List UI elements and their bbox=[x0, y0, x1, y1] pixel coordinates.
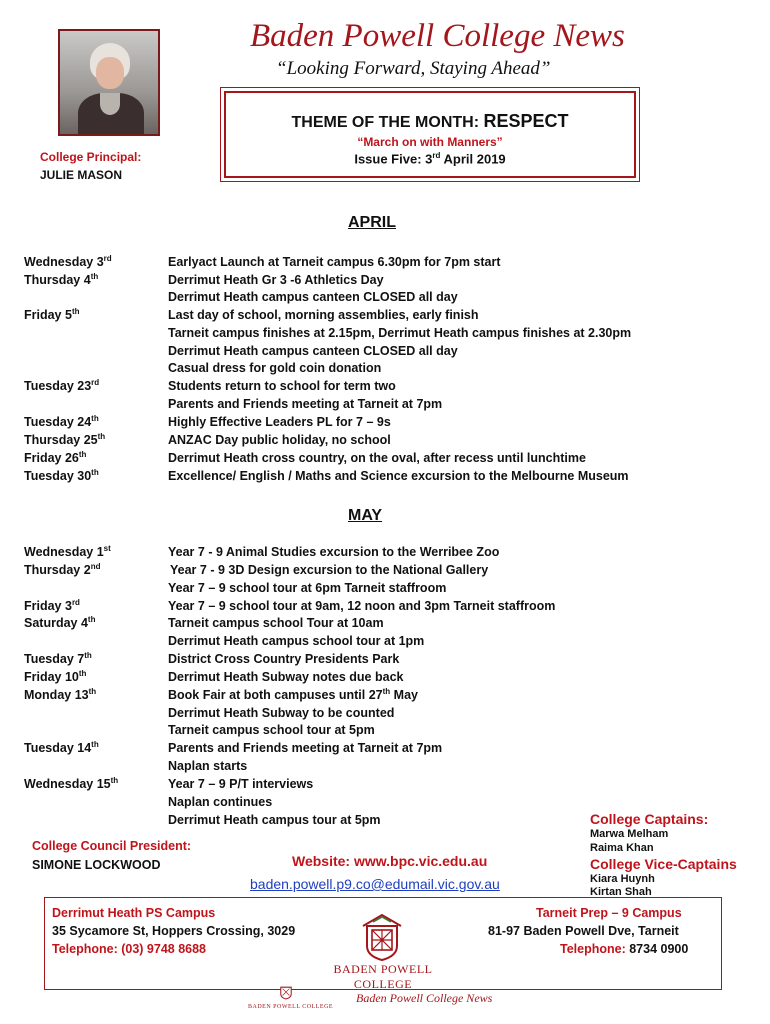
footer-newsletter-name: Baden Powell College News bbox=[356, 991, 493, 1005]
april-event: Derrimut Heath campus canteen CLOSED all day bbox=[168, 344, 458, 358]
may-event: Year 7 - 9 Animal Studies excursion to the Werribee Zoo bbox=[168, 545, 500, 559]
april-date: Thursday 4th bbox=[24, 272, 99, 287]
college-crest-icon bbox=[359, 912, 405, 962]
may-date: Monday 13th bbox=[24, 687, 97, 702]
may-event: Year 7 – 9 school tour at 6pm Tarneit staffroom bbox=[168, 581, 447, 595]
principal-name: JULIE MASON bbox=[40, 168, 123, 182]
vice-captains-label: College Vice-Captains bbox=[590, 856, 737, 872]
april-event: ANZAC Day public holiday, no school bbox=[168, 433, 391, 447]
april-date: Friday 5th bbox=[24, 307, 80, 322]
small-crest-icon bbox=[278, 982, 294, 1000]
may-date: Thursday 2nd bbox=[24, 562, 101, 577]
april-date: Tuesday 24th bbox=[24, 414, 99, 429]
issue-line: Issue Five: 3rd April 2019 bbox=[354, 151, 506, 167]
may-event: Tarneit campus school tour at 5pm bbox=[168, 723, 375, 737]
may-event: Tarneit campus school Tour at 10am bbox=[168, 616, 384, 630]
theme-box bbox=[224, 91, 636, 178]
captain-name: Raima Khan bbox=[590, 842, 654, 854]
april-event: Excellence/ English / Maths and Science excursion to the Melbourne Museum bbox=[168, 469, 629, 483]
april-heading: APRIL bbox=[348, 214, 396, 231]
campus-right-name: Tarneit Prep – 9 Campus bbox=[536, 906, 682, 920]
principal-label: College Principal: bbox=[40, 150, 142, 164]
april-event: Earlyact Launch at Tarneit campus 6.30pm for 7pm start bbox=[168, 255, 501, 269]
campus-right-address: 81-97 Baden Powell Dve, Tarneit bbox=[488, 924, 679, 938]
small-college-name: BADEN POWELL COLLEGE bbox=[248, 1004, 334, 1010]
council-label: College Council President: bbox=[32, 839, 192, 853]
captains-label: College Captains: bbox=[590, 811, 709, 827]
april-date: Wednesday 3rd bbox=[24, 254, 112, 269]
may-heading: MAY bbox=[348, 507, 383, 524]
april-event: Highly Effective Leaders PL for 7 – 9s bbox=[168, 415, 391, 429]
may-event: Year 7 – 9 school tour at 9am, 12 noon and 3pm Tarneit staffroom bbox=[168, 599, 556, 613]
april-date: Tuesday 30th bbox=[24, 468, 99, 483]
april-date: Friday 26th bbox=[24, 450, 87, 465]
campus-left-name: Derrimut Heath PS Campus bbox=[52, 906, 216, 920]
may-event: Naplan continues bbox=[168, 795, 273, 809]
website-link[interactable]: Website: www.bpc.vic.edu.au bbox=[292, 853, 488, 869]
may-date: Friday 10th bbox=[24, 669, 87, 684]
april-date: Thursday 25th bbox=[24, 432, 106, 447]
april-event: Derrimut Heath Gr 3 -6 Athletics Day bbox=[168, 273, 384, 287]
college-name-logo: BADEN POWELL COLLEGE bbox=[333, 962, 433, 991]
may-date: Wednesday 15th bbox=[24, 776, 119, 791]
newsletter-tagline: “Looking Forward, Staying Ahead” bbox=[276, 58, 551, 79]
council-name: SIMONE LOCKWOOD bbox=[32, 858, 161, 872]
april-event: Students return to school for term two bbox=[168, 379, 396, 393]
may-date: Tuesday 7th bbox=[24, 651, 92, 666]
may-event: Derrimut Heath campus school tour at 1pm bbox=[168, 634, 425, 648]
vice-captain-name: Kiara Huynh bbox=[590, 873, 655, 885]
may-date: Tuesday 14th bbox=[24, 740, 99, 755]
april-event: Derrimut Heath campus canteen CLOSED all day bbox=[168, 290, 458, 304]
theme-title: THEME OF THE MONTH: RESPECT bbox=[291, 111, 569, 131]
april-event: Tarneit campus finishes at 2.15pm, Derrimut Heath campus finishes at 2.30pm bbox=[168, 326, 632, 340]
may-event: Naplan starts bbox=[168, 759, 248, 773]
campus-right-phone: Telephone: 8734 0900 bbox=[560, 942, 689, 956]
may-event: Derrimut Heath Subway to be counted bbox=[168, 706, 395, 720]
may-event: Book Fair at both campuses until 27th May bbox=[168, 687, 418, 702]
may-event: Parents and Friends meeting at Tarneit at 7pm bbox=[168, 741, 443, 755]
campus-left-address: 35 Sycamore St, Hoppers Crossing, 3029 bbox=[52, 924, 296, 938]
may-event: Year 7 - 9 3D Design excursion to the National Gallery bbox=[170, 563, 489, 577]
may-date: Friday 3rd bbox=[24, 598, 80, 613]
newsletter-title: Baden Powell College News bbox=[250, 18, 625, 54]
vice-captain-name: Kirtan Shah bbox=[590, 886, 652, 898]
campus-left-phone: Telephone: (03) 9748 8688 bbox=[52, 942, 207, 956]
april-event: Casual dress for gold coin donation bbox=[168, 361, 382, 375]
may-date: Saturday 4th bbox=[24, 615, 96, 630]
april-event: Derrimut Heath cross country, on the oval, after recess until lunchtime bbox=[168, 451, 586, 465]
may-event: Derrimut Heath Subway notes due back bbox=[168, 670, 404, 684]
email-link[interactable]: baden.powell.p9.co@edumail.vic.gov.au bbox=[250, 876, 500, 892]
april-event: Parents and Friends meeting at Tarneit at 7pm bbox=[168, 397, 443, 411]
theme-subtitle: “March on with Manners” bbox=[357, 135, 503, 149]
april-event: Last day of school, morning assemblies, early finish bbox=[168, 308, 479, 322]
principal-photo bbox=[58, 29, 160, 136]
april-date: Tuesday 23rd bbox=[24, 378, 100, 393]
may-event: District Cross Country Presidents Park bbox=[168, 652, 400, 666]
may-event: Derrimut Heath campus tour at 5pm bbox=[168, 813, 381, 827]
may-date: Wednesday 1st bbox=[24, 544, 111, 559]
captain-name: Marwa Melham bbox=[590, 828, 669, 840]
may-event: Year 7 – 9 P/T interviews bbox=[168, 777, 314, 791]
